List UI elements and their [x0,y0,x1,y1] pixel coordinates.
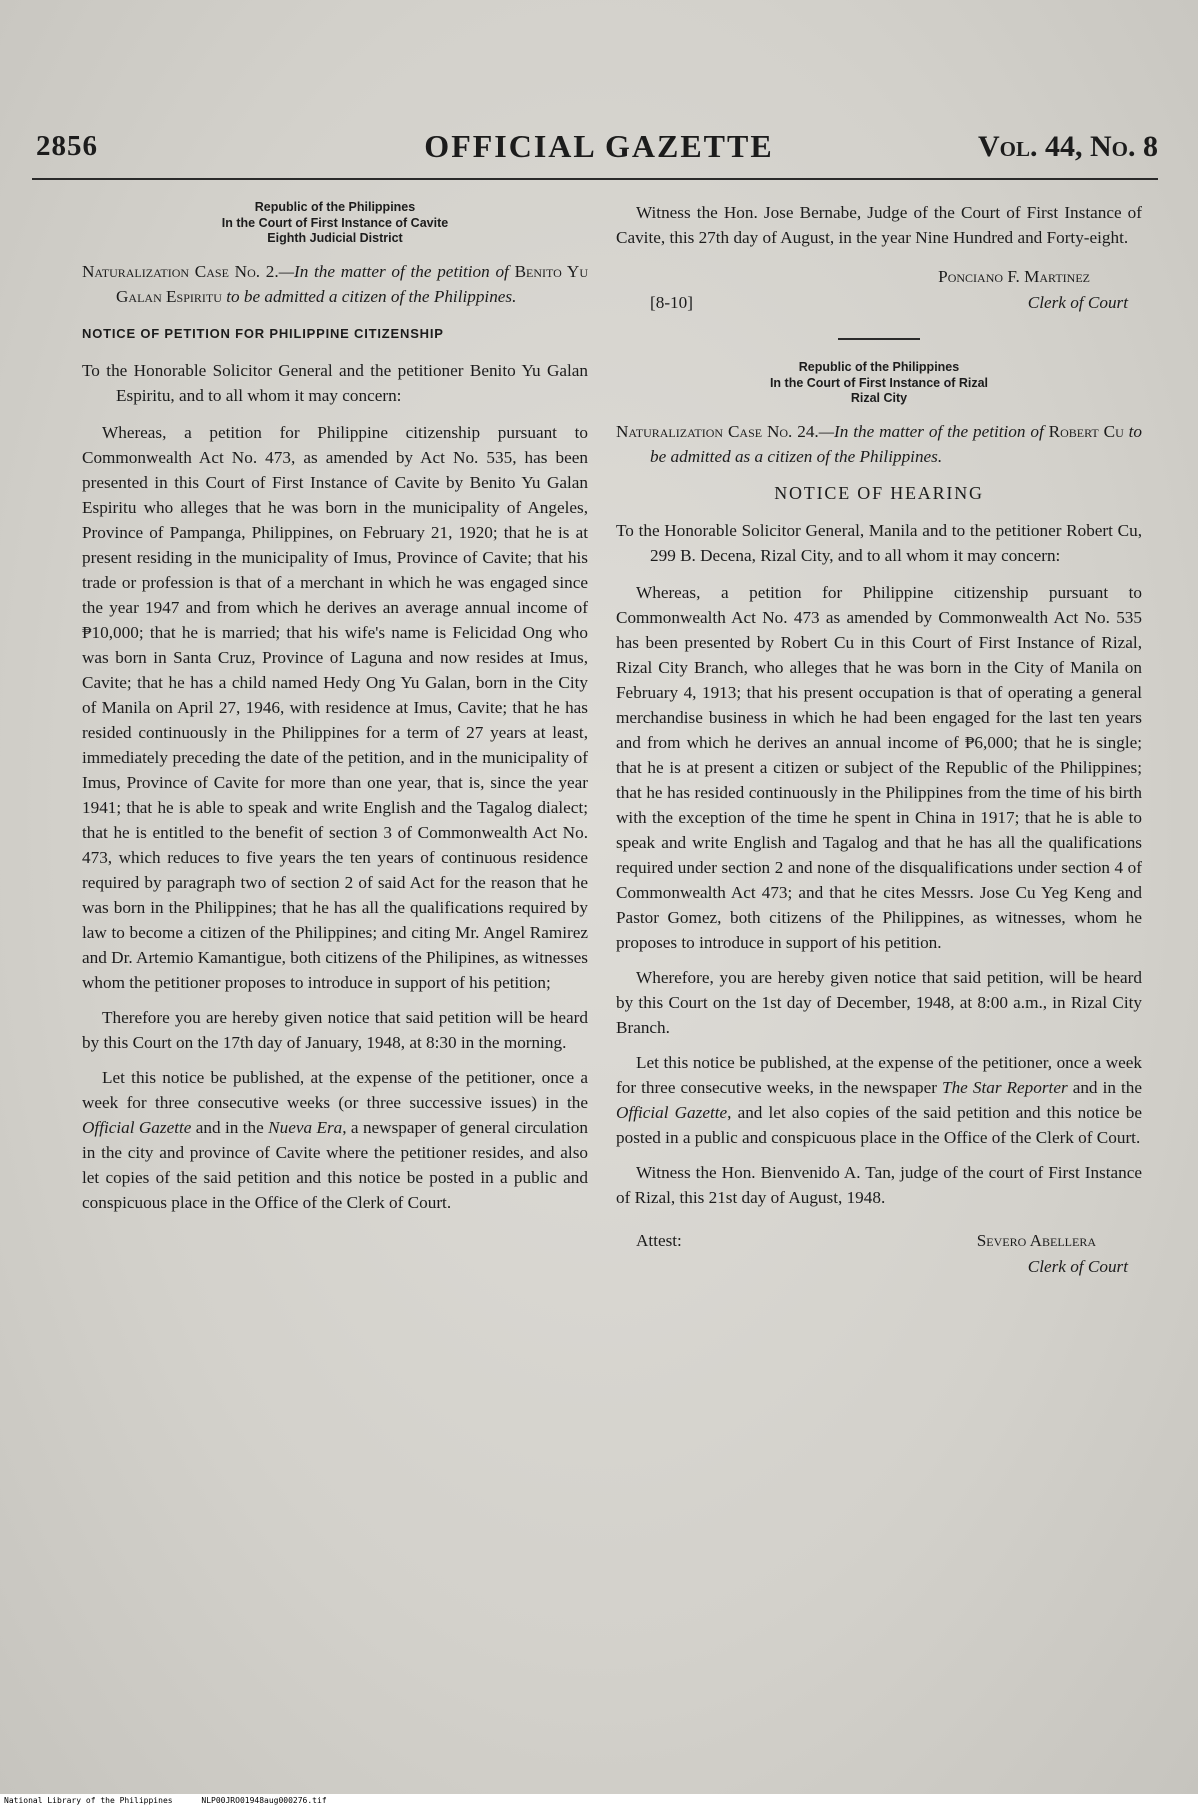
petitioner-name: Robert Cu [1048,421,1124,441]
notice-title: NOTICE OF PETITION FOR PHILIPPINE CITIZENSHIP [82,325,444,341]
paragraph-text: , a newspaper of general circulation in the city and province of Cavite where the petitioner resides, and also let copies of the said petition and this notice be posted in a public and conspicuous place in the Office of the Clerk of Court. [82,1117,588,1212]
wherefore-paragraph: Wherefore, you are hereby given notice that said petition, will be heard by this Court on the 1st day of December, 1948, at 8:00 a.m., in Rizal City Branch. [616,967,1142,1037]
case-label: Naturalization Case No. 2. [82,261,279,281]
scan-filename: NLP00JRO01948aug000276.tif [201,1796,327,1805]
paragraph-text: and in the [191,1117,269,1137]
newspaper-name: Official Gazette [616,1102,728,1122]
publication-paragraph [82,1065,588,1215]
newspaper-name: The Star Reporter [942,1077,1068,1097]
newspaper-name: Nueva Era [268,1117,343,1137]
case-text: to be admitted as a citizen of the Philippines. [650,421,1142,466]
right-column [616,200,1142,1280]
clerk-title: Clerk of Court [1027,1256,1128,1276]
paragraph-text: Let this notice be published, at the expense of the petitioner, once a week for three consecutive weeks (or three successive issues) in the [82,1067,588,1112]
signature-block-rizal [616,1220,1142,1280]
case-caption-rizal [616,419,1142,469]
page-number: 2856 [36,130,98,162]
signature-block-cavite [616,264,1142,320]
clerk-title: Clerk of Court [1027,293,1128,312]
volume-number: Vol. 44, No. 8 [977,130,1158,163]
case-text: —In the matter of the petition of [278,261,515,281]
court-heading-rizal [616,360,1142,407]
court-heading-cavite [82,200,588,247]
scan-footer [0,1794,1198,1808]
library-credit: National Library of the Philippines [4,1796,173,1805]
issue-reference: [8-10] [650,293,693,312]
whereas-paragraph: Whereas, a petition for Philippine citizenship pursuant to Commonwealth Act No. 473 as amended by Commonwealth Act No. 535 has been presented by Robert Cu in this Court of First Instance of Rizal, Rizal City Branch, who alleges that he was born in the City of Manila on February 4, 1913; that his present occupation is that of operating a general merchandise business in which he had been engaged for the last ten years and from which he derives an annual income of ₱6,000; that he is single; that he is at present a citizen or subject of the Republic of the Philippines; that he has resided continuously in the Philippines from the time of his birth with the exception of the time he spent in China in 1917; that he is able to speak and write English and Tagalog and that he has all the qualifications required under section 2 and none of the disqualifications under section 4 of Commonwealth Act 473; and that he cites Messrs. Jose Cu Yeg Keng and Pastor Gomez, both citizens of the Philippines, as witnesses, whom he proposes to introduce in support of his petition. [616,582,1142,952]
case-text: to be admitted a citizen of the Philippines. [221,286,517,306]
witness-cavite [616,200,1142,250]
court-line: In the Court of First Instance of Rizal [769,375,989,390]
section-divider [838,338,920,340]
case-label: Naturalization Case No. 24. [616,421,819,441]
publication-title: OFFICIAL GAZETTE [424,128,774,164]
therefore-paragraph: Therefore you are hereby given notice that said petition will be heard by this Court on the 17th day of January, 1948, at 8:30 in the morning. [82,1007,588,1052]
notice-title: NOTICE OF HEARING [774,482,984,503]
left-column [82,200,588,1225]
court-line: Republic of the Philippines [798,360,960,374]
paragraph-text: and in the [1067,1077,1142,1097]
court-line: Republic of the Philippines [254,200,416,214]
court-line: In the Court of First Instance of Cavite [221,215,449,230]
notice-address: To the Honorable Solicitor General and the petitioner Benito Yu Galan Espiritu, and to all whom it may concern: [82,360,588,405]
witness-text: Witness the Hon. Jose Bernabe, Judge of the Court of First Instance of Cavite, this 27th day of August, in the year Nine Hundred and Forty-eight. [616,203,1142,247]
court-line: Eighth Judicial District [267,231,403,245]
petitioner-name: Benito Yu Galan Espiritu [116,261,588,306]
case-text: —In the matter of the petition of [818,421,1049,441]
court-line: Rizal City [850,391,908,405]
notice-address: To the Honorable Solicitor General, Manila and to the petitioner Robert Cu, 299 B. Decena, Rizal City, and to all whom it may concern: [616,520,1142,565]
clerk-name: Ponciano F. Martinez [938,267,1090,286]
header-rule [32,178,1158,180]
paragraph-text: , and let also copies of the said petition and this notice be posted in a public and conspicuous place in the Office of the Clerk of Court. [616,1102,1142,1147]
whereas-paragraph: Whereas, a petition for Philippine citizenship pursuant to Commonwealth Act No. 473, as amended by Act No. 535, has been presented in this Court of First Instance of Cavite by Benito Yu Galan Espiritu who alleges that he was born in the municipality of Angeles, Province of Pampanga, Philippines, on February 21, 1920; that he is at present residing in the municipality of Imus, Province of Cavite; that his trade or profession is that of a merchant in which he was engaged since the year 1947 and from which he derives an average annual income of ₱10,000; that he is married; that his wife's name is Felicidad Ong who was born in Santa Cruz, Province of Laguna and now resides at Imus, Cavite; that he has a child named Hedy Ong Yu Galan, born in the City of Manila on April 27, 1946, with residence at Imus, Cavite; that he has resided continuously in the Philippines for a term of 27 years at least, immediately preceding the date of the petition, and in the municipality of Imus, Province of Cavite for more than one year, that is, since the year 1941; that he is able to speak and write English and the Tagalog dialect; that he is entitled to the benefit of section 3 of Commonwealth Act No. 473, which reduces to five years the ten years of continuous residence required by paragraph two of section 2 of said Act for the reason that he was born in the Philippines; that he has all the qualifications required by law to become a citizen of the Philippines; and citing Mr. Angel Ramirez and Dr. Artemio Kamantigue, both citizens of the Philipines, as witnesses whom the petitioner proposes to introduce in support of his petition; [82,422,588,992]
paragraph-text: Let this notice be published, at the expense of the petitioner, once a week for three consecutive weeks, in the newspaper [616,1052,1142,1097]
clerk-name: Severo Abellera [976,1230,1096,1250]
newspaper-name: Official Gazette [82,1117,192,1137]
case-caption-cavite [82,259,588,309]
publication-paragraph [616,1050,1142,1150]
attest-label: Attest: [636,1230,682,1250]
witness-rizal: Witness the Hon. Bienvenido A. Tan, judge of the court of First Instance of Rizal, this 21st day of August, 1948. [616,1162,1142,1207]
